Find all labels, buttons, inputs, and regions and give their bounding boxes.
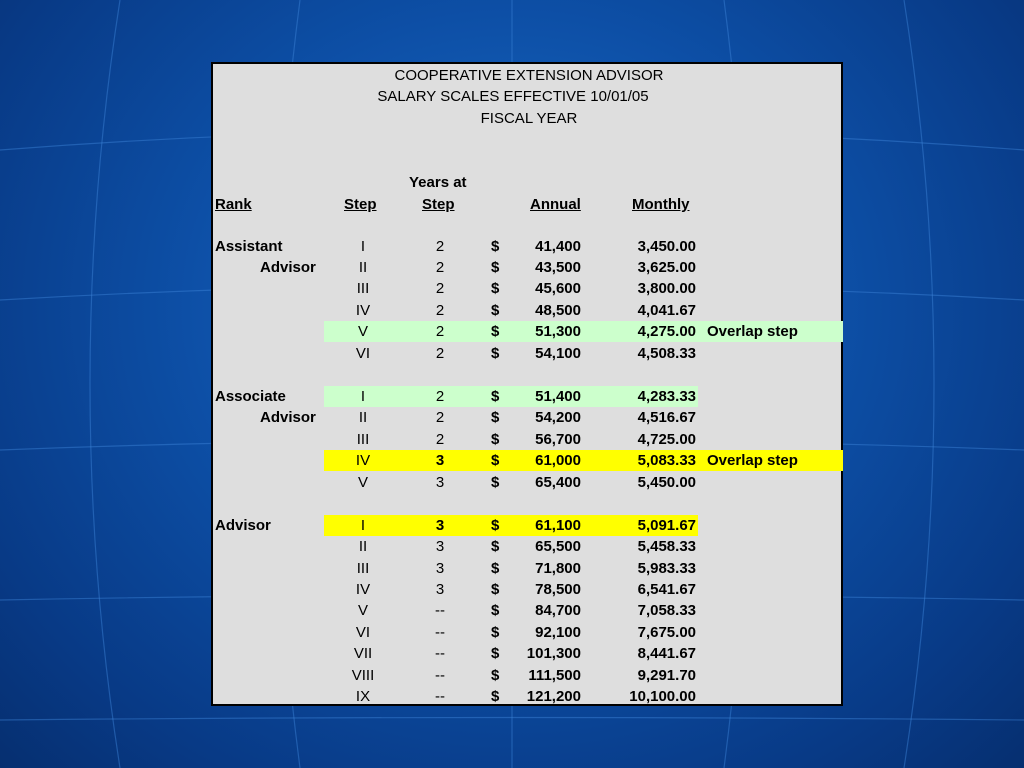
cell-step: V bbox=[357, 323, 368, 340]
cell-monthly: 3,625.00 bbox=[637, 259, 696, 276]
cell-annual: 43,500 bbox=[535, 259, 581, 276]
cell-step: I bbox=[360, 388, 366, 405]
cell-step: III bbox=[356, 560, 370, 577]
rank-associate-advisor: Advisor bbox=[260, 409, 316, 426]
cell-currency: $ bbox=[491, 452, 500, 469]
cell-currency: $ bbox=[491, 323, 500, 340]
cell-annual: 54,100 bbox=[535, 345, 581, 362]
cell-years: 2 bbox=[435, 431, 445, 448]
cell-monthly: 4,516.67 bbox=[637, 409, 696, 426]
cell-note: Overlap step bbox=[707, 452, 798, 469]
cell-years: 3 bbox=[435, 474, 445, 491]
header-step: Step bbox=[344, 196, 377, 213]
cell-annual: 84,700 bbox=[535, 602, 581, 619]
cell-years: 3 bbox=[435, 538, 445, 555]
cell-step: I bbox=[360, 238, 366, 255]
cell-step: VI bbox=[355, 345, 371, 362]
rank-assistant: Assistant bbox=[215, 238, 283, 255]
cell-currency: $ bbox=[491, 280, 500, 297]
cell-currency: $ bbox=[491, 259, 500, 276]
cell-annual: 51,300 bbox=[535, 323, 581, 340]
rank-advisor: Advisor bbox=[215, 517, 271, 534]
cell-monthly: 7,058.33 bbox=[637, 602, 696, 619]
cell-step: VIII bbox=[351, 667, 375, 684]
cell-step: VI bbox=[355, 624, 371, 641]
cell-monthly: 4,508.33 bbox=[637, 345, 696, 362]
cell-years: 2 bbox=[435, 409, 445, 426]
cell-currency: $ bbox=[491, 560, 500, 577]
cell-years: -- bbox=[435, 688, 445, 705]
cell-monthly: 3,800.00 bbox=[637, 280, 696, 297]
cell-step: III bbox=[356, 280, 370, 297]
cell-annual: 56,700 bbox=[535, 431, 581, 448]
header-rank: Rank bbox=[215, 196, 252, 213]
cell-annual: 48,500 bbox=[535, 302, 581, 319]
cell-currency: $ bbox=[491, 345, 500, 362]
cell-annual: 61,100 bbox=[535, 517, 581, 534]
cell-step: IX bbox=[355, 688, 371, 705]
cell-years: 2 bbox=[435, 259, 445, 276]
cell-monthly: 8,441.67 bbox=[637, 645, 696, 662]
cell-currency: $ bbox=[491, 602, 500, 619]
cell-monthly: 4,275.00 bbox=[637, 323, 696, 340]
cell-monthly: 5,091.67 bbox=[637, 517, 696, 534]
cell-step: IV bbox=[355, 452, 371, 469]
cell-annual: 45,600 bbox=[535, 280, 581, 297]
cell-years: 2 bbox=[435, 323, 445, 340]
cell-years: 2 bbox=[435, 302, 445, 319]
header-monthly: Monthly bbox=[632, 196, 690, 213]
cell-currency: $ bbox=[491, 624, 500, 641]
cell-monthly: 6,541.67 bbox=[637, 581, 696, 598]
cell-currency: $ bbox=[491, 302, 500, 319]
cell-annual: 121,200 bbox=[526, 688, 581, 705]
cell-step: II bbox=[358, 538, 368, 555]
cell-note: Overlap step bbox=[707, 323, 798, 340]
cell-step: V bbox=[357, 602, 368, 619]
cell-years: 2 bbox=[435, 345, 445, 362]
cell-years: 2 bbox=[435, 388, 445, 405]
cell-step: IV bbox=[355, 302, 371, 319]
cell-currency: $ bbox=[491, 517, 500, 534]
header-years-top: Years at bbox=[409, 174, 467, 191]
cell-annual: 111,500 bbox=[528, 667, 581, 684]
cell-step: VII bbox=[353, 645, 373, 662]
cell-currency: $ bbox=[491, 688, 500, 705]
cell-currency: $ bbox=[491, 238, 500, 255]
cell-annual: 71,800 bbox=[535, 560, 581, 577]
cell-currency: $ bbox=[491, 538, 500, 555]
cell-years: -- bbox=[435, 602, 445, 619]
cell-currency: $ bbox=[491, 645, 500, 662]
header-annual: Annual bbox=[530, 196, 581, 213]
cell-currency: $ bbox=[491, 667, 500, 684]
salary-scale-table bbox=[211, 62, 843, 706]
title-line-1: COOPERATIVE EXTENSION ADVISOR bbox=[394, 67, 664, 84]
cell-years: 2 bbox=[435, 280, 445, 297]
cell-years: 3 bbox=[435, 517, 445, 534]
cell-currency: $ bbox=[491, 388, 500, 405]
cell-step: II bbox=[358, 409, 368, 426]
cell-years: -- bbox=[435, 624, 445, 641]
cell-years: 3 bbox=[435, 581, 445, 598]
cell-annual: 101,300 bbox=[526, 645, 581, 662]
cell-monthly: 5,450.00 bbox=[637, 474, 696, 491]
cell-currency: $ bbox=[491, 431, 500, 448]
cell-currency: $ bbox=[491, 474, 500, 491]
cell-annual: 61,000 bbox=[535, 452, 581, 469]
cell-annual: 78,500 bbox=[535, 581, 581, 598]
cell-annual: 54,200 bbox=[535, 409, 581, 426]
header-years-bottom: Step bbox=[422, 196, 455, 213]
cell-monthly: 4,283.33 bbox=[637, 388, 696, 405]
cell-years: -- bbox=[435, 667, 445, 684]
cell-annual: 41,400 bbox=[535, 238, 581, 255]
cell-monthly: 5,983.33 bbox=[637, 560, 696, 577]
cell-step: IV bbox=[355, 581, 371, 598]
cell-annual: 92,100 bbox=[535, 624, 581, 641]
cell-years: -- bbox=[435, 645, 445, 662]
rank-associate: Associate bbox=[215, 388, 286, 405]
cell-annual: 65,400 bbox=[535, 474, 581, 491]
rank-assistant-advisor: Advisor bbox=[260, 259, 316, 276]
cell-step: I bbox=[360, 517, 366, 534]
cell-years: 3 bbox=[435, 560, 445, 577]
title-line-3: FISCAL YEAR bbox=[480, 110, 578, 127]
title-line-2: SALARY SCALES EFFECTIVE 10/01/05 bbox=[377, 88, 649, 105]
cell-monthly: 10,100.00 bbox=[629, 688, 696, 705]
cell-step: II bbox=[358, 259, 368, 276]
cell-years: 2 bbox=[435, 238, 445, 255]
cell-annual: 51,400 bbox=[535, 388, 581, 405]
cell-step: III bbox=[356, 431, 370, 448]
cell-monthly: 5,458.33 bbox=[637, 538, 696, 555]
cell-currency: $ bbox=[491, 581, 500, 598]
cell-monthly: 3,450.00 bbox=[637, 238, 696, 255]
cell-annual: 65,500 bbox=[535, 538, 581, 555]
cell-monthly: 7,675.00 bbox=[637, 624, 696, 641]
cell-monthly: 4,725.00 bbox=[637, 431, 696, 448]
cell-monthly: 9,291.70 bbox=[637, 667, 696, 684]
cell-monthly: 4,041.67 bbox=[637, 302, 696, 319]
cell-years: 3 bbox=[435, 452, 445, 469]
cell-monthly: 5,083.33 bbox=[637, 452, 696, 469]
cell-currency: $ bbox=[491, 409, 500, 426]
cell-step: V bbox=[357, 474, 368, 491]
